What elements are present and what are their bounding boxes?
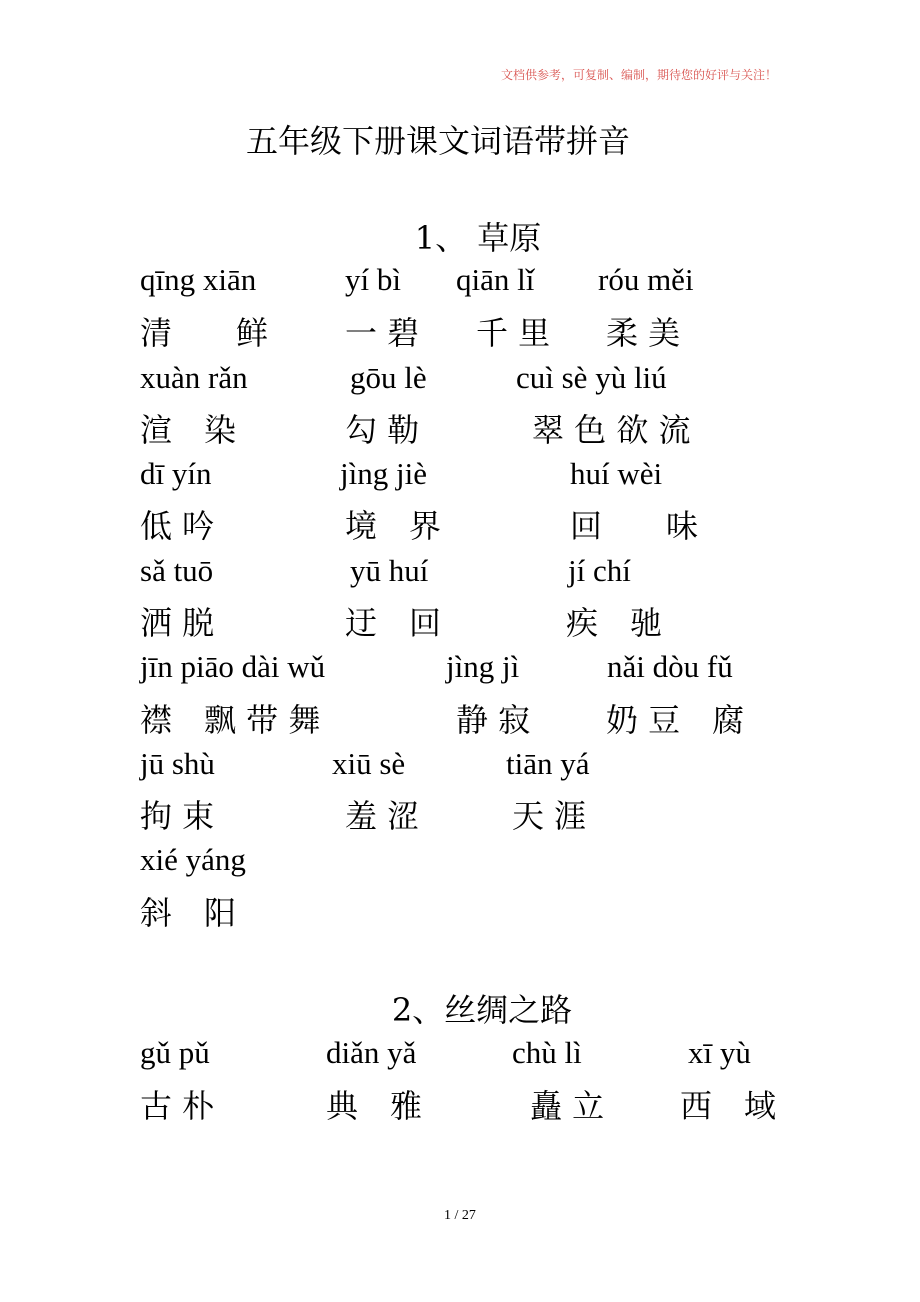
hanzi: 拘 束 xyxy=(140,797,215,835)
pinyin: xī yù xyxy=(688,1035,751,1070)
hanzi: 奶 豆 腐 xyxy=(606,701,745,739)
hanzi: 勾 勒 xyxy=(345,411,420,449)
hanzi: 矗 立 xyxy=(530,1087,605,1125)
hanzi: 西 域 xyxy=(680,1087,777,1125)
hanzi: 静 寂 xyxy=(456,701,531,739)
lesson-heading: 2、丝绸之路 xyxy=(391,991,573,1029)
pinyin: cuì sè yù liú xyxy=(516,360,667,395)
pinyin: xié yáng xyxy=(140,842,246,877)
pinyin: chù lì xyxy=(512,1035,582,1070)
pinyin: tiān yá xyxy=(506,746,590,781)
hanzi: 斜 阳 xyxy=(140,894,237,932)
pinyin: qīng xiān xyxy=(140,262,257,297)
pinyin: nǎi dòu fǔ xyxy=(607,649,733,684)
pinyin: xiū sè xyxy=(332,746,406,781)
pinyin: jí chí xyxy=(568,553,631,588)
hanzi: 羞 涩 xyxy=(345,797,420,835)
hanzi: 一 碧 xyxy=(345,314,420,352)
page-number: 1 / 27 xyxy=(444,1208,476,1223)
pinyin: sǎ tuō xyxy=(140,553,214,588)
hanzi: 天 涯 xyxy=(512,797,587,835)
hanzi: 古 朴 xyxy=(140,1087,215,1125)
hanzi: 千 里 xyxy=(476,314,551,352)
hanzi: 清 鲜 xyxy=(140,314,269,352)
hanzi: 回 味 xyxy=(570,507,699,545)
pinyin: jìng jiè xyxy=(340,456,427,491)
hanzi: 迂 回 xyxy=(345,604,442,642)
pinyin: jìng jì xyxy=(446,649,520,684)
hanzi: 洒 脱 xyxy=(140,604,215,642)
pinyin: gǔ pǔ xyxy=(140,1035,210,1070)
watermark: 文档供参考，可复制、编制，期待您的好评与关注！ xyxy=(500,68,777,82)
pinyin: gōu lè xyxy=(350,360,427,395)
pinyin: yū huí xyxy=(350,553,429,588)
hanzi: 柔 美 xyxy=(606,314,681,352)
pinyin: xuàn rǎn xyxy=(140,360,248,395)
pinyin: jū shù xyxy=(140,746,215,781)
pinyin: róu měi xyxy=(598,262,694,297)
hanzi: 疾 驰 xyxy=(566,604,663,642)
hanzi: 渲 染 xyxy=(140,411,237,449)
pinyin: yí bì xyxy=(345,262,401,297)
pinyin: jīn piāo dài wǔ xyxy=(140,649,326,684)
pinyin: dī yín xyxy=(140,456,212,491)
hanzi: 翠 色 欲 流 xyxy=(532,411,691,449)
page-title: 五年级下册课文词语带拼音 xyxy=(245,122,630,160)
hanzi: 境 界 xyxy=(345,507,442,545)
pinyin: huí wèi xyxy=(570,456,663,491)
hanzi: 典 雅 xyxy=(326,1087,423,1125)
pinyin: qiān lǐ xyxy=(456,262,535,297)
pinyin: diǎn yǎ xyxy=(326,1035,417,1070)
lesson-heading: 1、 草原 xyxy=(414,219,542,257)
hanzi: 襟 飘 带 舞 xyxy=(140,701,321,739)
hanzi: 低 吟 xyxy=(140,507,215,545)
